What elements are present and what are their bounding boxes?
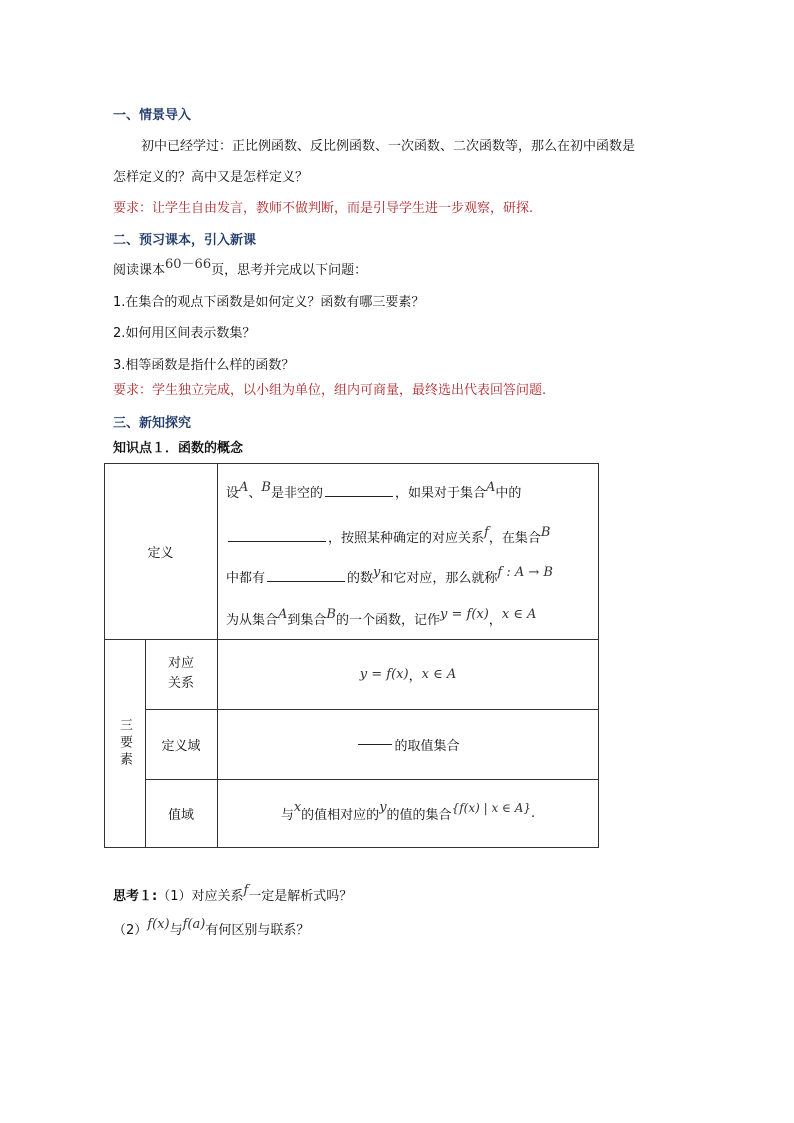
reading-instruction: 阅读课本60－66页，思考并完成以下问题：: [113, 257, 368, 278]
knowledge-point-title: 知识点１．函数的概念: [113, 441, 244, 456]
correspondence-content: y = f(x) ， x ∈ A: [359, 666, 457, 684]
definition-label: 定义: [147, 545, 174, 561]
correspondence-label: 对应 关系: [167, 656, 194, 691]
definition-line-3: 中都有 的数y和它对应，那么就称f : A → B: [226, 565, 553, 586]
question-2: 2.如何用区间表示数集？: [113, 326, 256, 341]
section-3-heading: 三、新知探究: [113, 416, 192, 431]
think-label: 思考１:: [113, 889, 158, 904]
three-elements-label: 三要素: [117, 718, 132, 769]
domain-label: 定义域: [161, 738, 201, 754]
definition-line-4: 为从集合A到集合B的一个函数，记作y = f(x)，x ∈ A: [226, 607, 537, 628]
section-1-paragraph-line-2: 怎样定义的？高中又是怎样定义？: [113, 170, 309, 185]
question-3: 3.相等函数是指什么样的函数？: [113, 358, 295, 373]
section-2-requirement: 要求：学生独立完成，以小组为单位，组内可商量，最终选出代表回答问题.: [113, 383, 547, 398]
domain-content: 的取值集合: [217, 709, 599, 779]
page-range: 60－66: [165, 257, 212, 272]
think-question-1: 思考１:（1）对应关系f一定是解析式吗？: [113, 883, 353, 904]
think-question-2: （2）f(x)与f(a)有何区别与联系？: [113, 917, 310, 938]
section-1-paragraph-line-1: 初中已经学过：正比例函数、反比例函数、一次函数、二次函数等，那么在初中函数是: [141, 139, 636, 154]
range-content: 与 x 的值相对应的 y 的值的集合 {f(x) | x ∈ A} .: [280, 800, 536, 823]
range-label: 值域: [167, 808, 194, 823]
fill-blank[interactable]: [325, 495, 393, 497]
definition-line-2: ，按照某种确定的对应关系f，在集合B: [226, 527, 550, 546]
section-1-requirement: 要求：让学生自由发言，教师不做判断，而是引导学生进一步观察，研探.: [113, 201, 534, 216]
fill-blank[interactable]: [267, 580, 345, 582]
section-1-heading: 一、情景导入: [113, 108, 192, 123]
section-2-heading: 二、预习课本，引入新课: [113, 233, 257, 248]
fill-blank[interactable]: [228, 540, 326, 542]
fill-blank[interactable]: [358, 743, 392, 745]
question-1: 1.在集合的观点下函数是如何定义？函数有哪三要素？: [113, 295, 425, 310]
definition-line-1: 设A、B是非空的 ，如果对于集合A中的: [226, 480, 522, 501]
